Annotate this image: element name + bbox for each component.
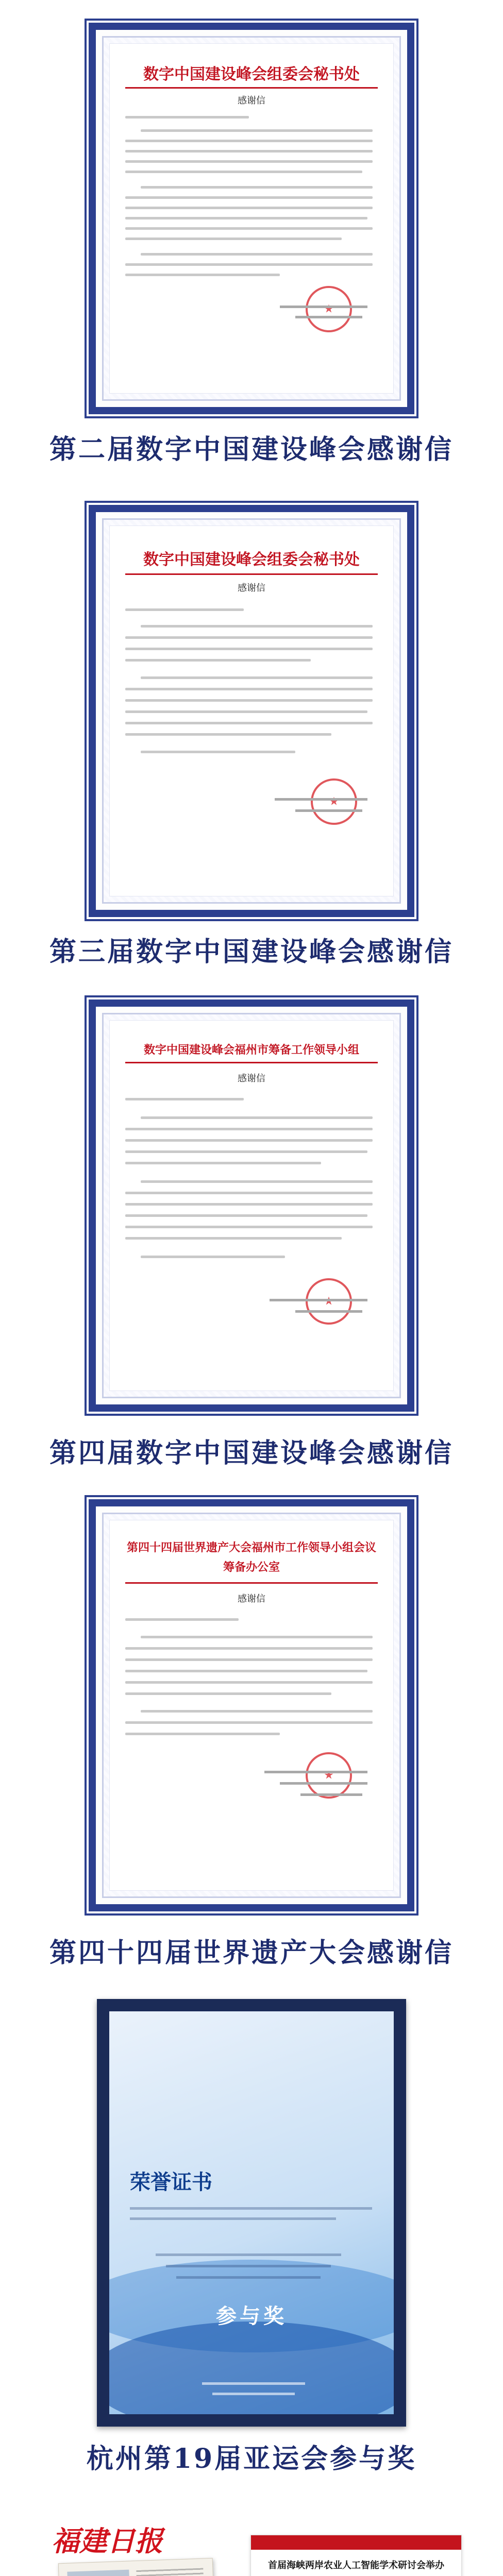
letter-subtitle: 感谢信 [238, 95, 265, 106]
certificate-caption: 杭州第19届亚运会参与奖 [86, 2443, 417, 2475]
red-seal-icon [306, 1752, 352, 1799]
letter-header: 第四十四届世界遗产大会福州市工作领导小组会议筹备办公室 [126, 1541, 376, 1574]
thank-you-letter-4 [89, 1499, 414, 1911]
letter-section-2 [0, 479, 503, 974]
letter-caption-3: 第四届数字中国建设峰会感谢信 [49, 1437, 454, 1469]
red-seal-icon [306, 286, 352, 332]
letter-caption-4: 第四十四届世界遗产大会感谢信 [49, 1937, 454, 1969]
newspaper-front-page [41, 2519, 232, 2576]
letter-section-3 [0, 974, 503, 1479]
article-title: 首届海峡两岸农业人工智能学术研讨会举办 [268, 2560, 444, 2571]
letter-header: 数字中国建设峰会组委会秘书处 [143, 551, 360, 569]
honor-certificate [97, 1999, 406, 2427]
letter-caption-1: 第二届数字中国建设峰会感谢信 [49, 434, 454, 465]
red-seal-icon [311, 778, 357, 825]
thank-you-letter-2 [89, 505, 414, 917]
certificate-title: 荣誉证书 [130, 2171, 212, 2194]
newspaper-article [250, 2535, 462, 2576]
letter-subtitle: 感谢信 [238, 1073, 265, 1084]
red-seal-icon [306, 1278, 352, 1325]
letter-subtitle: 感谢信 [238, 583, 265, 594]
letter-section-4 [0, 1479, 503, 1984]
letter-section-1 [0, 0, 503, 479]
certificate-award: 参与奖 [216, 2304, 287, 2328]
letter-header: 数字中国建设峰会福州市筹备工作领导小组 [143, 1043, 359, 1057]
letter-caption-2: 第三届数字中国建设峰会感谢信 [49, 936, 454, 968]
newspaper-section [0, 2488, 503, 2576]
newspaper-masthead: 福建日报 [52, 2524, 163, 2557]
letter-header: 数字中国建设峰会组委会秘书处 [143, 65, 360, 83]
certificate-section [0, 1984, 503, 2488]
thank-you-letter-1 [89, 23, 414, 414]
letter-subtitle: 感谢信 [238, 1594, 265, 1604]
thank-you-letter-3 [89, 999, 414, 1412]
